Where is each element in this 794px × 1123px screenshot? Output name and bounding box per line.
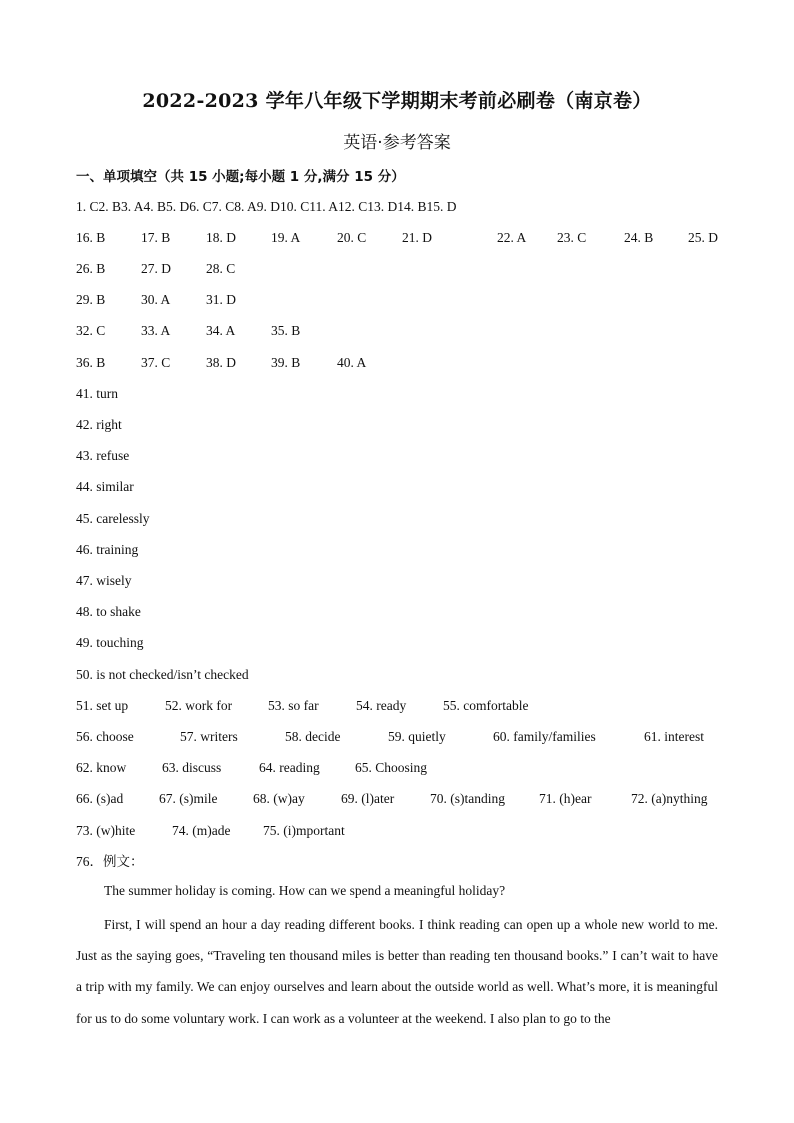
answer-item: 54. ready bbox=[356, 698, 407, 713]
answer-item: 53. so far bbox=[268, 698, 319, 713]
answer-item: 25. D bbox=[688, 230, 718, 245]
answer-item: 26. B bbox=[76, 261, 106, 276]
answer-item: 16. B bbox=[76, 230, 106, 245]
answer-item: 20. C bbox=[337, 230, 367, 245]
vocab-answer: 50. is not checked/isn’t checked bbox=[76, 667, 249, 682]
answer-item: 39. B bbox=[271, 355, 301, 370]
answer-item: 72. (a)nything bbox=[631, 791, 708, 806]
answer-item: 18. D bbox=[206, 230, 236, 245]
answer-item: 27. D bbox=[141, 261, 171, 276]
vocab-answer: 48. to shake bbox=[76, 604, 141, 619]
vocab-answer: 47. wisely bbox=[76, 573, 132, 588]
answer-item: 74. (m)ade bbox=[172, 823, 231, 838]
answer-item: 28. C bbox=[206, 261, 236, 276]
answer-item: 22. A bbox=[497, 230, 527, 245]
vocab-answer: 46. training bbox=[76, 542, 139, 557]
answer-item: 21. D bbox=[402, 230, 432, 245]
answer-item: 30. A bbox=[141, 292, 171, 307]
answer-item: 37. C bbox=[141, 355, 171, 370]
answer-item: 63. discuss bbox=[162, 760, 222, 775]
answer-item: 69. (l)ater bbox=[341, 791, 395, 806]
answer-item: 29. B bbox=[76, 292, 106, 307]
essay-paragraph-2: First, I will spend an hour a day reading different books. I think reading can open up a whole new world to me. Just as the saying goes, “Traveling ten thousand miles is better than reading ten thousand books.” I can’t wait to have a trip with my family. We can enjoy ourselves and learn about the outside world as well. What’s more, it is meaningful for us to do some voluntary work. I can work as a volunteer at the weekend. I also plan to go to the bbox=[76, 917, 718, 1026]
answer-item: 73. (w)hite bbox=[76, 823, 136, 838]
vocab-answer: 42. right bbox=[76, 417, 122, 432]
answer-item: 38. D bbox=[206, 355, 236, 370]
vocab-answer: 44. similar bbox=[76, 479, 134, 494]
answer-item: 71. (h)ear bbox=[539, 791, 592, 806]
answers-row-1-15: 1. C2. B3. A4. B5. D6. C7. C8. A9. D10. C11. A12. C13. D14. B15. D bbox=[76, 199, 457, 214]
answer-item: 33. A bbox=[141, 323, 171, 338]
answer-item: 55. comfortable bbox=[443, 698, 529, 713]
answer-item: 17. B bbox=[141, 230, 171, 245]
answer-item: 60. family/families bbox=[493, 729, 596, 744]
answer-item: 24. B bbox=[624, 230, 654, 245]
answer-item: 59. quietly bbox=[388, 729, 446, 744]
answer-item: 67. (s)mile bbox=[159, 791, 218, 806]
page-title: 2022-2023 学年八年级下学期期末考前必刷卷（南京卷） bbox=[142, 90, 652, 112]
answer-item: 65. Choosing bbox=[355, 760, 428, 775]
answer-item: 51. set up bbox=[76, 698, 129, 713]
vocab-answer: 49. touching bbox=[76, 635, 144, 650]
answer-item: 56. choose bbox=[76, 729, 134, 744]
vocab-answer: 41. turn bbox=[76, 386, 118, 401]
answer-item: 61. interest bbox=[644, 729, 704, 744]
answer-item: 40. A bbox=[337, 355, 367, 370]
answer-item: 36. B bbox=[76, 355, 106, 370]
answer-item: 70. (s)tanding bbox=[430, 791, 505, 806]
answer-item: 23. C bbox=[557, 230, 587, 245]
essay-paragraph-1: The summer holiday is coming. How can we spend a meaningful holiday? bbox=[104, 883, 506, 898]
answer-item: 34. A bbox=[206, 323, 236, 338]
answer-item: 32. C bbox=[76, 323, 106, 338]
answer-item: 57. writers bbox=[180, 729, 238, 744]
question-76-label: 76．例文： bbox=[76, 854, 144, 869]
vocab-answer: 45. carelessly bbox=[76, 511, 150, 526]
answer-item: 58. decide bbox=[285, 729, 341, 744]
answer-item: 19. A bbox=[271, 230, 301, 245]
answer-item: 66. (s)ad bbox=[76, 791, 124, 806]
section-heading-single-choice: 一、单项填空（共 15 小题;每小题 1 分,满分 15 分） bbox=[76, 169, 405, 185]
answer-item: 35. B bbox=[271, 323, 301, 338]
answer-item: 31. D bbox=[206, 292, 236, 307]
answers-row-16-25 bbox=[76, 228, 718, 248]
answer-item: 62. know bbox=[76, 760, 127, 775]
answer-item: 52. work for bbox=[165, 698, 233, 713]
page-subtitle: 英语·参考答案 bbox=[343, 133, 451, 153]
answer-item: 64. reading bbox=[259, 760, 320, 775]
vocab-answer: 43. refuse bbox=[76, 448, 130, 463]
answer-item: 75. (i)mportant bbox=[263, 823, 345, 838]
answer-item: 68. (w)ay bbox=[253, 791, 305, 806]
